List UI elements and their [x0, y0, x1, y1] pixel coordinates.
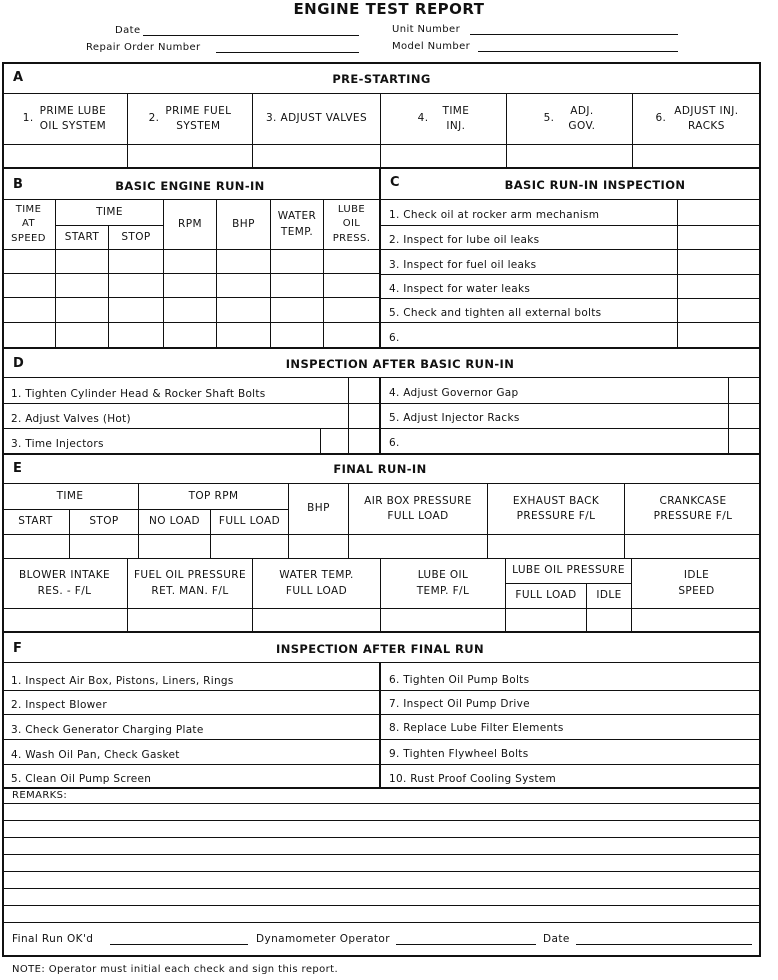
final-col-lube-full-load: FULL LOAD: [515, 589, 577, 602]
model-number-field[interactable]: [478, 51, 678, 52]
final-col-top-rpm: TOP RPM: [188, 489, 239, 502]
final-col-blower: BLOWER INTAKE RES. - F/L: [18, 569, 111, 597]
remarks-area[interactable]: [6, 806, 756, 920]
section-b-letter: B: [13, 177, 23, 192]
final-col-time: TIME: [56, 489, 84, 502]
after-basic-item: 3. Time Injectors: [11, 438, 104, 450]
section-e-title: FINAL RUN-IN: [333, 462, 427, 476]
final-col-stop: STOP: [89, 515, 119, 528]
section-e-letter: E: [13, 461, 22, 476]
pre-start-item-prime-lube: 1. PRIME LUBE OIL SYSTEM: [22, 104, 107, 132]
section-f-letter: F: [13, 641, 22, 656]
final-inspection-item: 7. Inspect Oil Pump Drive: [389, 698, 530, 710]
section-b-title: BASIC ENGINE RUN-IN: [115, 179, 265, 193]
final-run-field[interactable]: [110, 944, 248, 945]
final-col-lube-oil-pressure: LUBE OIL PRESSURE: [512, 564, 625, 577]
after-basic-item: 1. Tighten Cylinder Head & Rocker Shaft Bolts: [11, 388, 266, 400]
unit-number-field[interactable]: [470, 34, 678, 35]
final-col-exhaust: EXHAUST BACK PRESSURE F/L: [512, 494, 600, 522]
section-f-title: INSPECTION AFTER FINAL RUN: [276, 642, 484, 656]
col-time-at-speed: TIME AT SPEED: [11, 203, 46, 244]
basic-inspection-item: 3. Inspect for fuel oil leaks: [389, 259, 537, 271]
col-bhp: BHP: [232, 217, 255, 230]
final-inspection-item: 8. Replace Lube Filter Elements: [389, 722, 564, 734]
unit-number-label: Unit Number: [392, 24, 461, 35]
col-lube-oil-press: LUBE OIL PRESS.: [332, 203, 371, 244]
pre-start-item-adjust-valves: 3. ADJUST VALVES: [265, 112, 368, 125]
final-col-no-load: NO LOAD: [148, 515, 201, 528]
after-basic-item: 6.: [389, 437, 400, 449]
pre-start-item-time-inj: 4. TIME INJ.: [417, 104, 470, 132]
pre-start-item-adj-gov: 5. ADJ. GOV.: [543, 104, 596, 132]
repair-order-label: Repair Order Number: [86, 42, 201, 53]
final-inspection-item: 10. Rust Proof Cooling System: [389, 773, 557, 785]
col-rpm: RPM: [178, 217, 202, 230]
final-col-idle-speed: IDLE SPEED: [678, 569, 715, 597]
final-inspection-item: 9. Tighten Flywheel Bolts: [389, 748, 529, 760]
final-col-full-load: FULL LOAD: [218, 515, 281, 528]
section-d-letter: D: [13, 356, 24, 371]
final-inspection-item: 6. Tighten Oil Pump Bolts: [389, 674, 530, 686]
pre-start-item-adjust-racks: 6. ADJUST INJ. RACKS: [655, 104, 739, 132]
col-start: START: [64, 230, 100, 243]
operator-note: NOTE: Operator must initial each check and sign this report.: [12, 964, 339, 975]
after-basic-item: 5. Adjust Injector Racks: [389, 412, 520, 424]
basic-inspection-item: 6.: [389, 332, 400, 344]
col-stop: STOP: [121, 230, 151, 243]
final-inspection-item: 4. Wash Oil Pan, Check Gasket: [11, 749, 180, 761]
basic-inspection-item: 2. Inspect for lube oil leaks: [389, 234, 540, 246]
footer-date-field[interactable]: [576, 944, 752, 945]
page-title: ENGINE TEST REPORT: [293, 0, 485, 18]
model-number-label: Model Number: [392, 41, 471, 52]
remarks-label: REMARKS:: [12, 790, 68, 801]
section-a-title: PRE-STARTING: [332, 72, 431, 86]
footer-date-label: Date: [543, 933, 570, 945]
final-inspection-item: 2. Inspect Blower: [11, 699, 107, 711]
final-col-lube-idle: IDLE: [596, 589, 622, 602]
section-c-letter: C: [390, 175, 400, 190]
final-col-crankcase: CRANKCASE PRESSURE F/L: [653, 494, 733, 522]
pre-start-item-prime-fuel: 2. PRIME FUEL SYSTEM: [148, 104, 232, 132]
final-col-air-box: AIR BOX PRESSURE FULL LOAD: [364, 494, 472, 522]
repair-order-field[interactable]: [216, 52, 359, 53]
after-basic-item: 2. Adjust Valves (Hot): [11, 413, 131, 425]
col-time: TIME: [96, 205, 123, 218]
final-col-fuel-oil: FUEL OIL PRESSURE RET. MAN. F/L: [133, 569, 247, 597]
final-inspection-item: 5. Clean Oil Pump Screen: [11, 773, 152, 785]
basic-inspection-item: 5. Check and tighten all external bolts: [389, 307, 602, 319]
after-basic-item: 4. Adjust Governor Gap: [389, 387, 519, 399]
section-d-title: INSPECTION AFTER BASIC RUN-IN: [285, 357, 515, 371]
section-a-letter: A: [13, 70, 24, 85]
section-c-title: BASIC RUN-IN INSPECTION: [504, 178, 686, 192]
basic-inspection-item: 1. Check oil at rocker arm mechanism: [389, 209, 600, 221]
final-col-start: START: [18, 515, 53, 528]
final-col-lube-oil-temp: LUBE OIL TEMP. F/L: [416, 569, 470, 597]
final-inspection-item: 3. Check Generator Charging Plate: [11, 724, 204, 736]
final-inspection-item: 1. Inspect Air Box, Pistons, Liners, Rings: [11, 675, 234, 687]
date-field[interactable]: [143, 35, 359, 36]
final-run-label: Final Run OK'd: [12, 933, 94, 945]
date-label: Date: [115, 25, 141, 36]
final-col-water-temp: WATER TEMP. FULL LOAD: [279, 569, 354, 597]
col-water-temp: WATER TEMP.: [277, 210, 317, 238]
final-col-bhp: BHP: [307, 502, 330, 515]
operator-label: Dynamometer Operator: [256, 933, 390, 945]
basic-inspection-item: 4. Inspect for water leaks: [389, 283, 531, 295]
operator-field[interactable]: [396, 944, 536, 945]
